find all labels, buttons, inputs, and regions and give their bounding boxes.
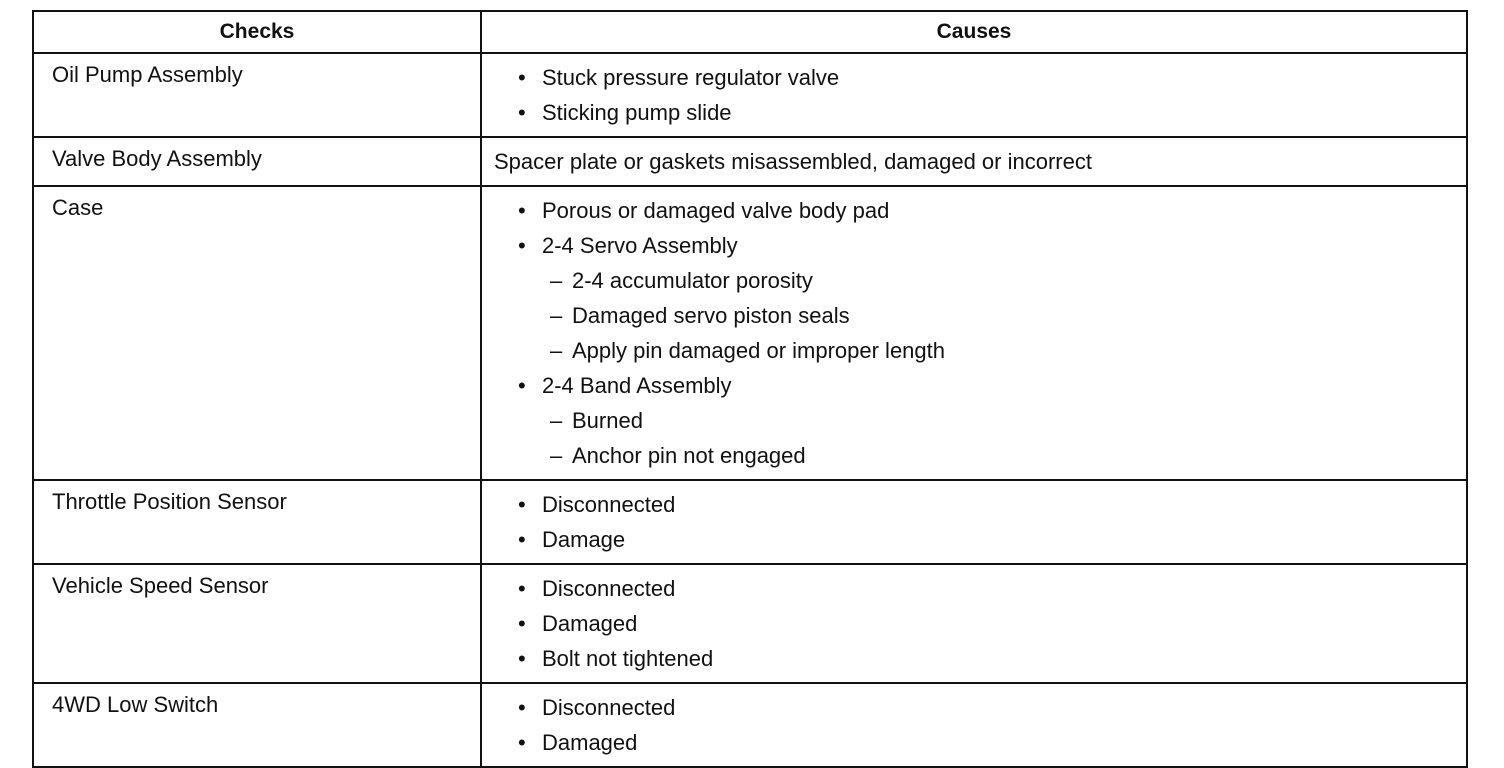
bullet-icon: •: [518, 65, 526, 90]
sub-cause-item: [518, 298, 1466, 333]
bullet-icon: •: [518, 576, 526, 601]
check-name: Valve Body Assembly: [34, 138, 482, 185]
cause-text: Damaged: [542, 611, 638, 636]
bullet-icon: •: [518, 100, 526, 125]
bullet-icon: •: [518, 492, 526, 517]
bullet-icon: •: [518, 646, 526, 671]
cause-item: [518, 606, 1466, 641]
dash-icon: –: [550, 408, 563, 433]
cause-item: [518, 487, 1466, 522]
cause-text: Spacer plate or gaskets misassembled, damaged or incorrect: [494, 149, 1092, 174]
cause-list: [482, 187, 1466, 479]
bullet-icon: •: [518, 611, 526, 636]
cause-item: [518, 95, 1466, 130]
table-header-row: [34, 12, 1466, 52]
sub-cause-text: Apply pin damaged or improper length: [572, 338, 946, 363]
bullet-icon: •: [518, 198, 526, 223]
table-row: [34, 136, 1466, 185]
cause-text: Stuck pressure regulator valve: [542, 65, 840, 90]
cause-text: Disconnected: [542, 695, 676, 720]
dash-icon: –: [550, 268, 563, 293]
cause-text: 2-4 Band Assembly: [542, 373, 732, 398]
cause-text: 2-4 Servo Assembly: [542, 233, 738, 258]
cause-item: [518, 690, 1466, 725]
check-name: 4WD Low Switch: [34, 684, 482, 766]
bullet-icon: •: [518, 233, 526, 258]
cause-text: Sticking pump slide: [542, 100, 732, 125]
check-name: Throttle Position Sensor: [34, 481, 482, 563]
dash-icon: –: [550, 443, 563, 468]
cause-list: [482, 54, 1466, 136]
cause-item: [518, 641, 1466, 676]
sub-cause-item: [518, 263, 1466, 298]
cause-item: [518, 60, 1466, 95]
check-name: Vehicle Speed Sensor: [34, 565, 482, 682]
table-row: [34, 52, 1466, 136]
cause-item: [518, 228, 1466, 263]
dash-icon: –: [550, 303, 563, 328]
checks-causes-table: [32, 10, 1468, 768]
cause-text: Bolt not tightened: [542, 646, 714, 671]
cause-item: [518, 368, 1466, 403]
check-name: Oil Pump Assembly: [34, 54, 482, 136]
sub-cause-item: [518, 333, 1466, 368]
header-checks: Checks: [34, 12, 482, 52]
cause-list: [482, 481, 1466, 563]
bullet-icon: •: [518, 695, 526, 720]
cause-text: Porous or damaged valve body pad: [542, 198, 890, 223]
dash-icon: –: [550, 338, 563, 363]
sub-cause-text: Damaged servo piston seals: [572, 303, 850, 328]
sub-cause-text: 2-4 accumulator porosity: [572, 268, 813, 293]
cause-item: [518, 571, 1466, 606]
header-causes: Causes: [936, 20, 1012, 43]
bullet-icon: •: [518, 527, 526, 552]
table-row: [34, 563, 1466, 682]
cause-list: [482, 565, 1466, 682]
cause-list: [482, 138, 1466, 185]
cause-text: Damaged: [542, 730, 638, 755]
sub-cause-text: Anchor pin not engaged: [572, 443, 806, 468]
cause-item: [518, 725, 1466, 760]
sub-cause-item: [518, 403, 1466, 438]
cause-text: Damage: [542, 527, 626, 552]
sub-cause-text: Burned: [572, 408, 643, 433]
sub-cause-item: [518, 438, 1466, 473]
table-row: [34, 682, 1466, 766]
cause-list: [482, 684, 1466, 766]
cause-item: [518, 193, 1466, 228]
table-row: [34, 185, 1466, 479]
bullet-icon: •: [518, 373, 526, 398]
table-row: [34, 479, 1466, 563]
check-name: Case: [34, 187, 482, 479]
cause-text: Disconnected: [542, 492, 676, 517]
cause-item: [518, 522, 1466, 557]
cause-text: Disconnected: [542, 576, 676, 601]
bullet-icon: •: [518, 730, 526, 755]
